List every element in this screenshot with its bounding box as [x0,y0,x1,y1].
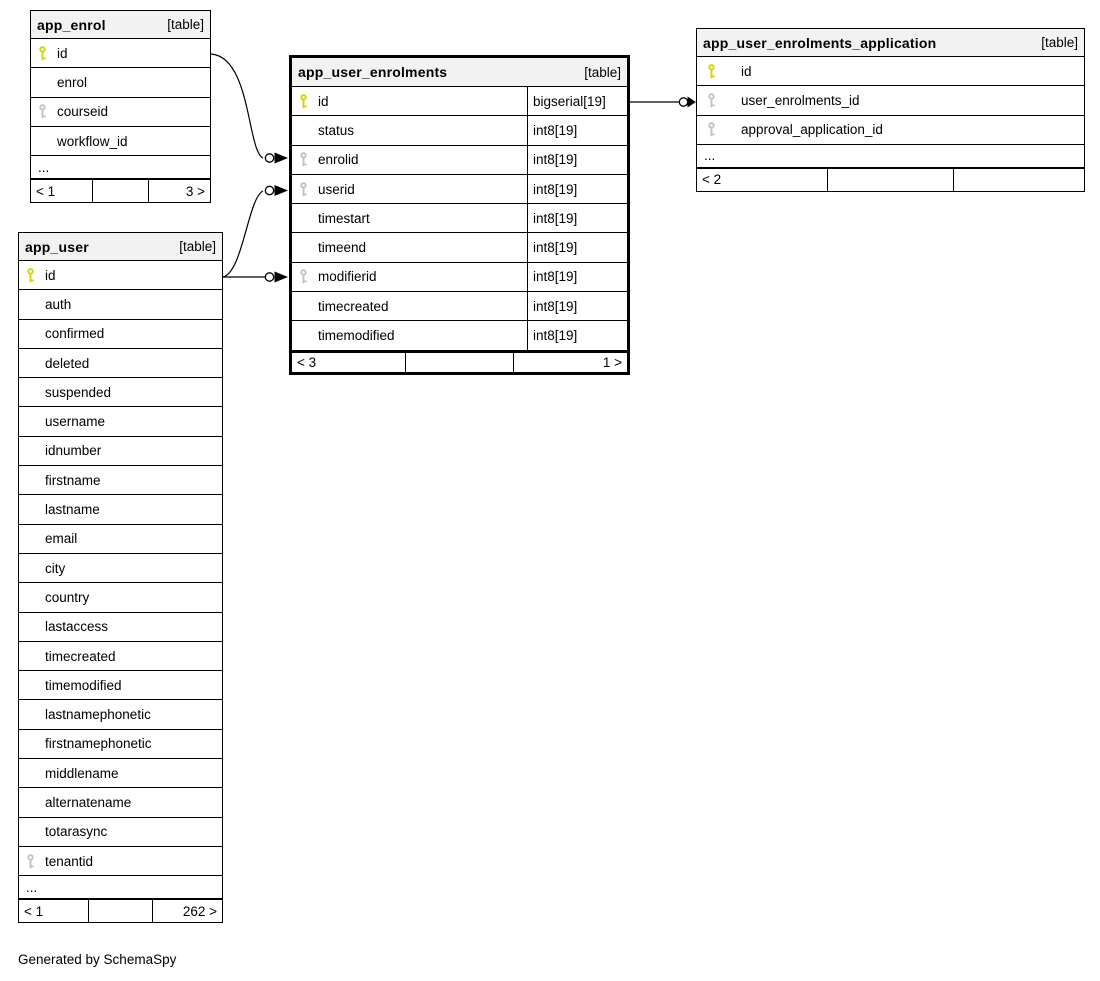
table-header [697,29,1084,57]
hidden-columns-ellipsis: ... [38,159,50,175]
foreign-key-icon [299,151,308,168]
key-icon [26,442,35,459]
table-type-tag: [table] [179,239,216,254]
fk-arrowhead [275,185,289,196]
table-type-tag: [table] [1041,35,1078,50]
footer-children-count: < 1 [24,903,44,919]
table-footer [697,167,1084,191]
key-icon [26,472,35,489]
column-name: id [45,267,56,283]
column-name: email [45,531,78,547]
footer-parents-count: 1 > [602,354,623,370]
column-name: id [318,93,329,109]
key-icon [26,384,35,401]
table-app-user-enrolments-application[interactable] [696,28,1085,192]
column-row [19,495,222,524]
column-row [19,759,222,788]
column-name: firstname [45,472,101,488]
column-row [19,437,222,466]
column-name: userid [318,181,355,197]
foreign-key-icon [26,853,35,870]
key-icon [26,355,35,372]
primary-key-icon [299,93,308,110]
column-row [292,233,627,262]
column-row [31,68,210,97]
table-title: app_enrol [37,16,106,33]
key-icon [299,327,308,344]
table-footer [31,178,210,202]
column-row [19,378,222,407]
key-icon [26,823,35,840]
column-name: approval_application_id [741,122,883,138]
key-icon [299,210,308,227]
table-header [31,11,210,39]
key-icon [26,296,35,313]
fk-end-circle [265,154,273,162]
column-type: int8[19] [527,146,627,174]
fk-end-circle [265,273,273,281]
column-name: modifierid [318,269,377,285]
column-name: middlename [45,765,119,781]
fk-arrowhead [275,272,289,283]
column-name: timecreated [45,648,116,664]
footer-parents-count: 3 > [185,183,206,199]
column-name: auth [45,296,72,312]
foreign-key-icon [707,121,716,138]
column-name: timestart [318,210,370,226]
column-row [19,466,222,495]
hidden-columns-ellipsis: ... [26,879,38,895]
key-icon [26,589,35,606]
column-row [19,788,222,817]
column-type: int8[19] [527,116,627,144]
key-icon [26,648,35,665]
column-row [697,116,1084,145]
fk-arrowhead [275,153,289,164]
column-name: city [45,560,66,576]
column-row [31,127,210,156]
footer-parents-count: 262 > [182,903,218,919]
key-icon [26,413,35,430]
key-icon [26,560,35,577]
fk-end-circle [679,98,687,106]
column-row [292,175,627,204]
column-row [19,349,222,378]
column-name: firstnamephonetic [45,736,152,752]
column-row [19,847,222,876]
column-row [31,98,210,127]
column-name: timemodified [45,677,122,693]
fk-line-enrol-to-enrolid [211,54,263,158]
column-type: int8[19] [527,321,627,349]
table-type-tag: [table] [167,17,204,32]
table-title: app_user_enrolments_application [703,34,937,51]
table-header [292,58,627,87]
key-icon [38,133,47,150]
key-icon [26,325,35,342]
column-type: int8[19] [527,204,627,232]
foreign-key-icon [299,181,308,198]
key-icon [26,530,35,547]
table-title: app_user [25,238,89,255]
hidden-columns-ellipsis: ... [704,148,716,164]
table-app-user[interactable] [18,232,223,923]
column-row [292,292,627,321]
column-row [292,204,627,233]
column-row [292,146,627,175]
foreign-key-icon [299,268,308,285]
key-icon [299,298,308,315]
column-row [19,290,222,319]
primary-key-icon [26,267,35,284]
table-app-enrol[interactable] [30,10,211,203]
footer-children-count: < 3 [297,354,317,370]
foreign-key-icon [38,103,47,120]
column-row [19,700,222,729]
column-type: bigserial[19] [527,87,627,115]
column-row [19,613,222,642]
column-row [19,818,222,847]
column-name: lastnamephonetic [45,707,151,723]
column-name: status [318,122,355,138]
column-row [697,57,1084,86]
column-row [19,642,222,671]
footer-spacer [92,180,150,202]
column-name: timeend [318,240,367,256]
column-row [31,39,210,68]
table-type-tag: [table] [584,64,621,80]
key-icon [299,239,308,256]
column-name: lastname [45,502,100,518]
foreign-key-icon [707,92,716,109]
column-row [19,730,222,759]
key-icon [26,706,35,723]
column-name: courseid [57,104,109,120]
column-row [292,87,627,116]
column-name: alternatename [45,794,132,810]
table-title: app_user_enrolments [298,64,448,80]
column-name: deleted [45,355,90,371]
column-type: int8[19] [527,263,627,291]
footer-children-count: < 1 [36,183,56,199]
column-name: enrol [57,74,88,90]
column-row [19,407,222,436]
key-icon [299,122,308,139]
column-row [19,671,222,700]
column-type: int8[19] [527,292,627,320]
column-row [19,525,222,554]
column-name: id [741,63,752,79]
key-icon [26,765,35,782]
primary-key-icon [38,45,47,62]
footer-spacer [405,353,515,372]
key-icon [26,501,35,518]
column-name: id [57,45,68,61]
table-footer [19,898,222,922]
column-name: lastaccess [45,619,109,635]
column-type: int8[19] [527,233,627,261]
footer-parents-count [954,169,1084,191]
column-name: timemodified [318,328,395,344]
fk-end-circle [265,186,273,194]
column-name: timecreated [318,298,389,314]
footer-spacer [88,900,154,922]
table-header [19,233,222,261]
column-row [697,86,1084,115]
column-row [19,320,222,349]
primary-key-icon [707,63,716,80]
column-name: confirmed [45,326,105,342]
key-icon [26,735,35,752]
key-icon [26,618,35,635]
column-name: user_enrolments_id [741,92,860,108]
column-name: totarasync [45,824,108,840]
column-name: tenantid [45,853,94,869]
column-row [19,261,222,290]
fk-line-user-to-userid [223,191,263,277]
column-row [292,321,627,350]
key-icon [38,74,47,91]
column-row [19,554,222,583]
column-type: int8[19] [527,175,627,203]
column-name: username [45,414,106,430]
key-icon [26,794,35,811]
table-footer [292,351,627,372]
key-icon [26,677,35,694]
fk-arrowhead [688,97,697,108]
column-name: country [45,589,90,605]
column-name: suspended [45,384,112,400]
column-row [292,116,627,145]
column-name: enrolid [318,152,359,168]
column-name: idnumber [45,443,102,459]
column-name: workflow_id [57,133,128,149]
column-row [19,583,222,612]
column-row [292,263,627,292]
footer-children-count: < 2 [702,172,722,188]
generated-by-note: Generated by SchemaSpy [18,952,177,967]
table-app-user-enrolments[interactable] [289,55,630,375]
footer-spacer [827,169,954,191]
